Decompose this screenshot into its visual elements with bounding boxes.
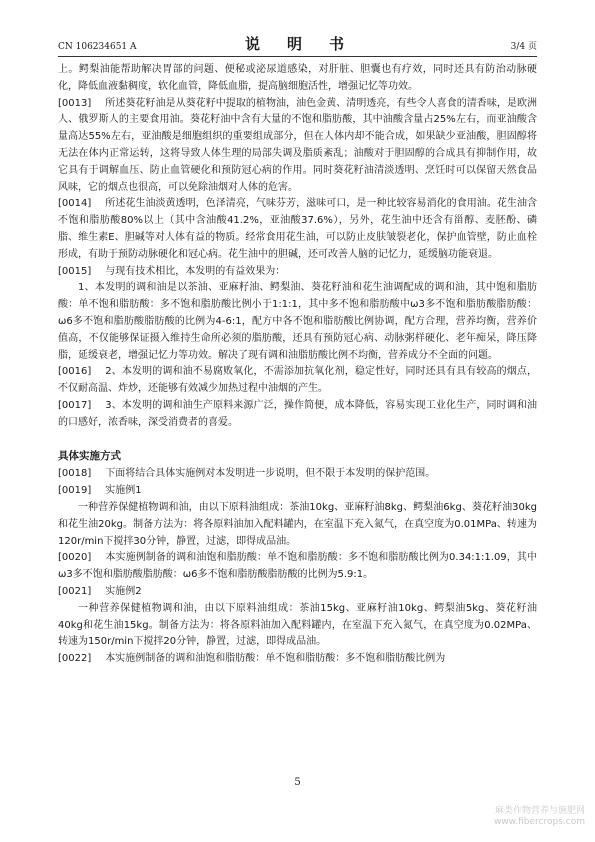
paragraph-number: [0018] xyxy=(58,468,92,480)
watermark xyxy=(494,806,585,828)
page-header xyxy=(58,34,537,57)
paragraph xyxy=(58,601,537,651)
watermark-site-name: 麻类作物营养与施肥网 xyxy=(494,806,585,816)
paragraph-text: 本实施例制备的调和油饱和脂肪酸：单不饱和脂肪酸：多不饱和脂肪酸比例为 xyxy=(105,653,446,665)
paragraph-text: 与现有技术相比，本发明的有益效果为： xyxy=(105,265,286,277)
paragraph xyxy=(58,62,537,96)
paragraph-text: 实施例2 xyxy=(105,585,142,597)
paragraph-text: 一种营养保健植物调和油，由以下原料油组成：茶油15kg、亚麻籽油10kg、鳄梨油5kg、葵花籽油40kg和花生油15kg。制备方法为：将各原料油加入配料罐内，在室温下充入氮气，在真空度为0.02MPa、转速为150r/min下搅拌20分钟，静置，过滤，即得成品油。 xyxy=(58,602,537,648)
paragraph-text: 一种营养保健植物调和油，由以下原料油组成：茶油10kg、亚麻籽油8kg、鳄梨油6kg、葵花籽油30kg和花生油20kg。制备方法为：将各原料油加入配料罐内，在室温下充入氮气，在真空度为0.01MPa、转速为120r/min下搅拌30分钟，静置，过滤，即得成品油。 xyxy=(58,501,537,547)
patent-number: CN 106234651 A xyxy=(58,42,137,52)
paragraph xyxy=(58,550,537,584)
document-title: 说 明 书 xyxy=(244,35,350,53)
paragraph xyxy=(58,466,537,483)
paragraph xyxy=(58,651,537,668)
paragraph-text: 1、本发明的调和油是以茶油、亚麻籽油、鳄梨油、葵花籽油和花生油调配成的调和油，其中饱和脂肪酸：单不饱和脂肪酸：多不饱和脂肪酸比例小于1:1:1，其中多不饱和脂肪酸中ω3多不饱和脂肪酸脂肪酸：ω6多不饱和脂肪酸脂肪酸的比例为4-6:1，配方中各不饱和脂肪酸比例协调，配方合理，营养均衡，营养价值高，不仅能够保证摄入维持生命所必须的脂肪酸，还具有预防冠心病、动脉粥样硬化、老年痴呆，降压降脂，延缓衰老，增强记忆力等功效。解决了现有调和油脂肪酸比例不均衡，营养成分不全面的问题。 xyxy=(58,282,537,361)
paragraph-text: 所述花生油淡黄透明，色泽清亮，气味芬芳，滋味可口，是一种比较容易消化的食用油。花生油含不饱和脂肪酸80%以上（其中含油酸41.2%，亚油酸37.6%），另外，花生油中还含有甾醇、麦胚酚、磷脂、维生素E、胆碱等对人体有益的物质。经常食用花生油，可以防止皮肤皱裂老化，保护血管壁，防止血栓形成，有助于预防动脉硬化和冠心病。花生油中的胆碱，还可改善人脑的记忆力，延缓脑功能衰退。 xyxy=(58,198,537,260)
paragraph-number: [0013] xyxy=(58,97,92,109)
paragraph xyxy=(58,398,537,432)
paragraph-text: 本实施例制备的调和油饱和脂肪酸：单不饱和脂肪酸：多不饱和脂肪酸比例为0.34:1:1.09，其中ω3多不饱和脂肪酸脂肪酸：ω6多不饱和脂肪酸脂肪酸的比例为5.9:1。 xyxy=(58,552,537,581)
paragraph-number: [0014] xyxy=(58,198,92,210)
paragraph-text: 下面将结合具体实施例对本发明进一步说明，但不限于本发明的保护范围。 xyxy=(105,468,436,480)
paragraph-text: 2、本发明的调和油不易腐败氧化，不需添加抗氧化剂，稳定性好，同时还具有具有较高的烟点，不仅耐高温、炸炒，还能够有效减少加热过程中油烟的产生。 xyxy=(58,366,537,395)
paragraph-number: [0019] xyxy=(58,485,92,497)
paragraph-number: [0020] xyxy=(58,552,92,564)
paragraph-text: 实施例1 xyxy=(105,485,142,497)
page-of-indicator: 3/4 页 xyxy=(510,42,537,52)
paragraph-text: 上。鳄梨油能帮助解决胃部的问题、便秘或泌尿道感染，对肝脏、胆囊也有疗效，同时还具有防治动脉硬化，降低血液黏稠度，软化血管，降低血脂，提高脑细胞活性，增强记忆等功效。 xyxy=(58,64,537,92)
paragraph-number: [0016] xyxy=(58,366,92,378)
paragraph xyxy=(58,264,537,281)
paragraph xyxy=(58,96,537,197)
paragraph-text: 所述葵花籽油是从葵花籽中提取的植物油，油色金黄、清明透亮，有些令人喜食的清香味，是欧洲人、俄罗斯人的主要食用油。葵花籽油中含有大量的不饱和脂肪酸，其中油酸含量占25%左右，而亚油酸含量高达55%左右，亚油酸是细胞组织的重要组成部分，但在人体内却不能合成，如果缺少亚油酸，胆固醇将无法在体内正常运转，这将导致人体生理的局部失调及脂质紊乱；油酸对于胆固醇的合成具有抑制作用，故它具有于调解血压、防止血管硬化和预防冠心病的作用。同时葵花籽油清淡透明、烹饪时可以保留天然食品风味，它的烟点也很高，可以免除油烟对人体的危害。 xyxy=(58,97,537,193)
paragraph xyxy=(58,500,537,550)
paragraph-number: [0017] xyxy=(58,399,92,411)
paragraph xyxy=(58,584,537,601)
document-body xyxy=(58,62,537,668)
paragraph-number: [0021] xyxy=(58,585,92,597)
watermark-url: www.fibercrops.com xyxy=(494,817,585,827)
paragraph-number: [0015] xyxy=(58,265,92,277)
paragraph xyxy=(58,196,537,263)
paragraph-number: [0022] xyxy=(58,653,92,665)
paragraph xyxy=(58,280,537,364)
paragraph-group-embodiments xyxy=(58,466,537,668)
paragraph-text: 3、本发明的调和油生产原料来源广泛，操作简便，成本降低，容易实现工业化生产，同时调和油的口感好，浓香味，深受消费者的喜爱。 xyxy=(58,399,537,428)
paragraph xyxy=(58,483,537,500)
paragraph-group-background xyxy=(58,62,537,432)
page-number: 5 xyxy=(294,777,301,788)
section-title: 具体实施方式 xyxy=(58,449,121,462)
paragraph xyxy=(58,364,537,398)
